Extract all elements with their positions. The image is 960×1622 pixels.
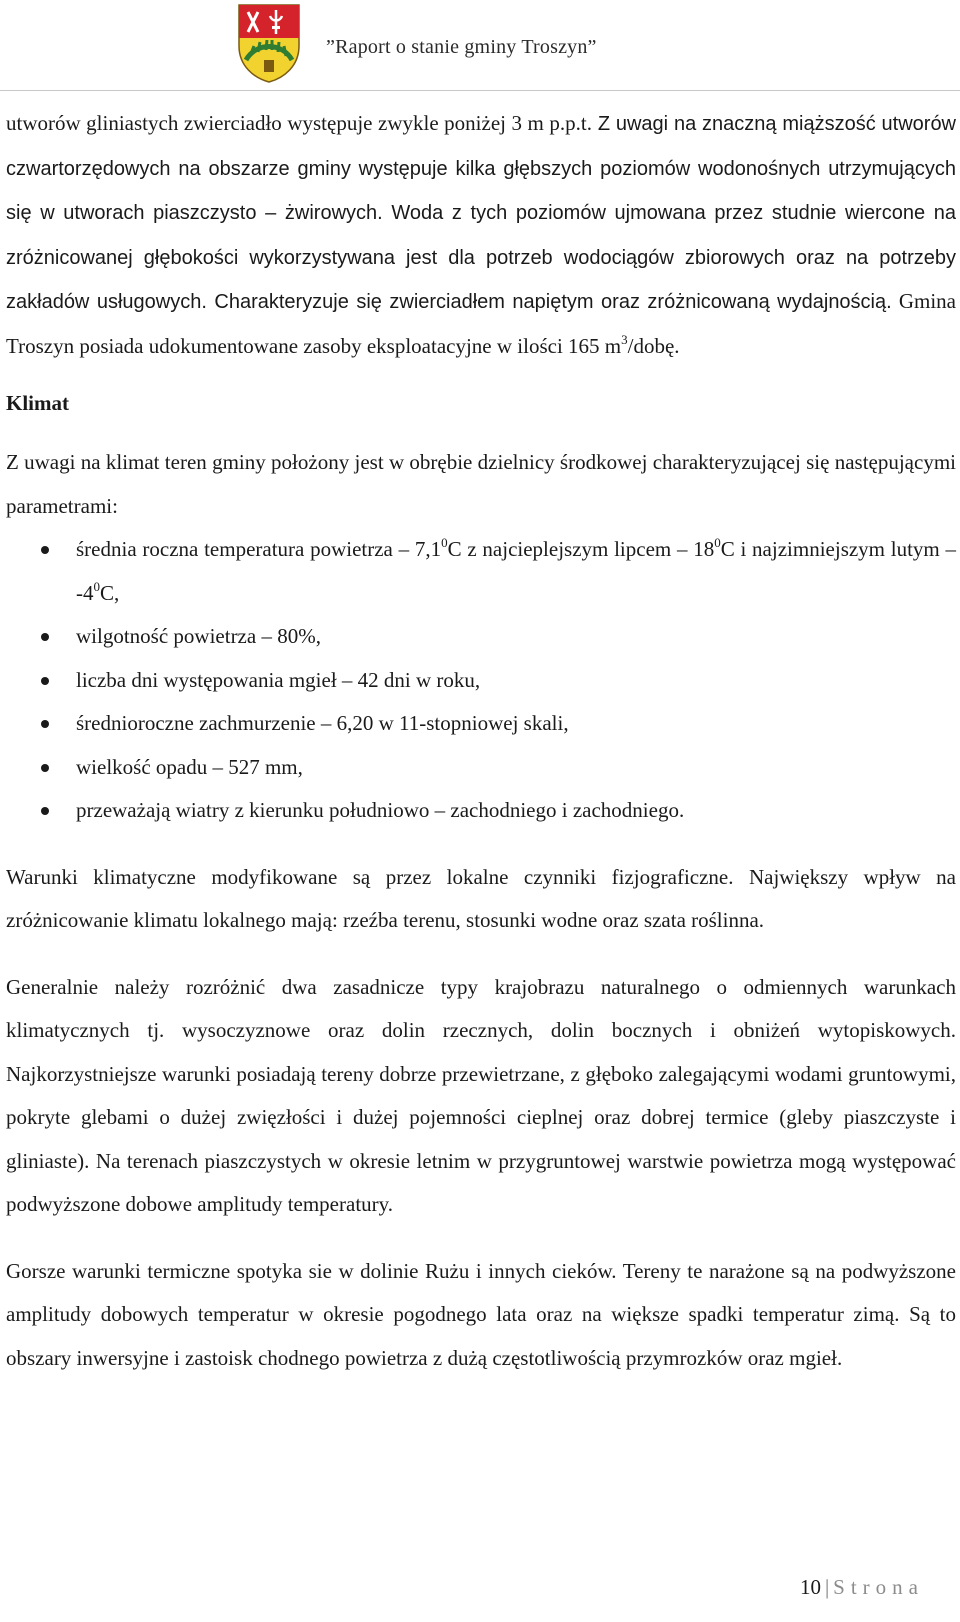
superscript-degree: 0 <box>441 535 448 550</box>
text-span: Gorsze warunki termiczne spotyka sie w dolinie Rużu i innych cieków. <box>6 1258 617 1283</box>
footer-separator: | <box>824 1575 830 1599</box>
list-item-text: średnia roczna temperatura powietrza – 7,1 <box>76 537 442 561</box>
superscript-3: 3 <box>621 331 628 347</box>
page-header <box>0 0 960 91</box>
bullet-icon <box>41 546 49 554</box>
text-span: Tereny te narażone są na podwyższone amplitudy dobowych temperatur w okresie pogodnego lata oraz na większe spadki temperatur zimą. Są to obszary inwersyjne i zastoisk chodnego powietrza z dużą częstotliwością przymrozków oraz mgieł. <box>6 1258 956 1370</box>
text-groundwater-unit: /dobę. <box>627 333 680 358</box>
superscript-degree: 0 <box>714 535 721 550</box>
list-item-text: C z najcieplejszym lipcem – 18 <box>447 537 715 561</box>
text-span: Generalnie należy rozróżnić dwa zasadnicze typy krajobrazu naturalnego o odmiennych warunkach klimatycznych tj. wysoczyznowe oraz dolin rzecznych, dolin bocznych i obniżeń wytopiskowych. <box>6 974 956 1042</box>
list-item-text: średnioroczne zachmurzenie – 6,20 w 11-stopniowej skali, <box>76 711 569 735</box>
text-groundwater-start: utworów gliniastych zwierciadło występuje zwykle poniżej 3 m p.p.t. <box>6 111 592 135</box>
list-item-text: wilgotność powietrza – 80%, <box>76 624 321 648</box>
text-groundwater-mid: Z uwagi na znaczną miąższość utworów czwartorzędowych na obszarze gminy występuje kilka głębszych poziomów wodonośnych utrzymujących się w utworach piaszczysto – żwirowych. Woda z tych poziomów ujmowana przez studnie wiercone na zróżnicowanej głębokości wykorzystywana jest dla potrzeb wodociągów zbiorowych oraz na potrzeby zakładów usługowych. Charakteryzuje się zwierciadłem napiętym oraz zróżnicowaną wydajnością. <box>6 113 957 313</box>
list-item-text: wielkość opadu – 527 mm, <box>76 754 303 779</box>
list-item <box>6 789 956 833</box>
page-footer <box>800 1575 924 1600</box>
text-groundwater-end: Gmina Troszyn posiada udokumentowane zasoby eksploatacyjne w ilości 165 m <box>6 289 957 358</box>
bullet-icon <box>41 807 49 815</box>
list-item <box>6 528 956 615</box>
text-span: Warunki klimatyczne modyfikowane są przez lokalne czynniki fizjograficzne. <box>6 864 734 889</box>
list-item-text: C, <box>100 580 120 605</box>
list-item <box>6 746 956 790</box>
document-running-title: ”Raport o stanie gminy Troszyn” <box>326 36 597 58</box>
bullet-icon <box>41 677 49 685</box>
paragraph-groundwater <box>6 102 956 368</box>
list-item-text: przeważają wiatry z kierunku południowo – zachodniego i zachodniego. <box>76 798 685 822</box>
paragraph-warunki <box>6 856 956 943</box>
bullet-icon <box>41 720 49 728</box>
list-item-text: C i najzimniejszym lutym – -4 <box>76 537 956 605</box>
page-number: 10 <box>799 1575 821 1599</box>
text-span: Najkorzystniejsze warunki posiadają tereny dobrze przewietrzane, z głęboko zalegającymi wodami gruntowymi, pokryte glebami o dużej zwięzłości i dużej pojemności cieplnej oraz dobrej termice (gleby piaszczyste i gliniaste). Na terenach piaszczystych w okresie letnim w przygruntowej warstwie powietrza mogą występować podwyższone dobowe amplitudy temperatury. <box>6 1061 956 1216</box>
bullet-icon <box>41 764 49 772</box>
text-span: Największy wpływ na zróżnicowanie klimatu lokalnego mają: rzeźba terenu, stosunki wodne oraz szata roślinna. <box>6 864 956 932</box>
superscript-degree: 0 <box>93 578 100 594</box>
page-content <box>6 102 956 1380</box>
footer-page-label: Strona <box>833 1575 924 1599</box>
coat-of-arms-icon <box>236 2 302 84</box>
paragraph-gorsze <box>6 1250 956 1381</box>
climate-parameters-list <box>6 528 956 833</box>
list-item <box>6 702 956 746</box>
paragraph-generalnie <box>6 966 956 1227</box>
list-item <box>6 659 956 703</box>
list-item <box>6 615 956 659</box>
section-heading-klimat: Klimat <box>6 391 69 415</box>
bullet-icon <box>41 633 49 641</box>
list-item-text: liczba dni występowania mgieł – 42 dni w roku, <box>76 667 481 692</box>
paragraph-klimat-lead: Z uwagi na klimat teren gminy położony jest w obrębie dzielnicy środkowej charakteryzującej się następującymi parametrami: <box>6 450 956 518</box>
